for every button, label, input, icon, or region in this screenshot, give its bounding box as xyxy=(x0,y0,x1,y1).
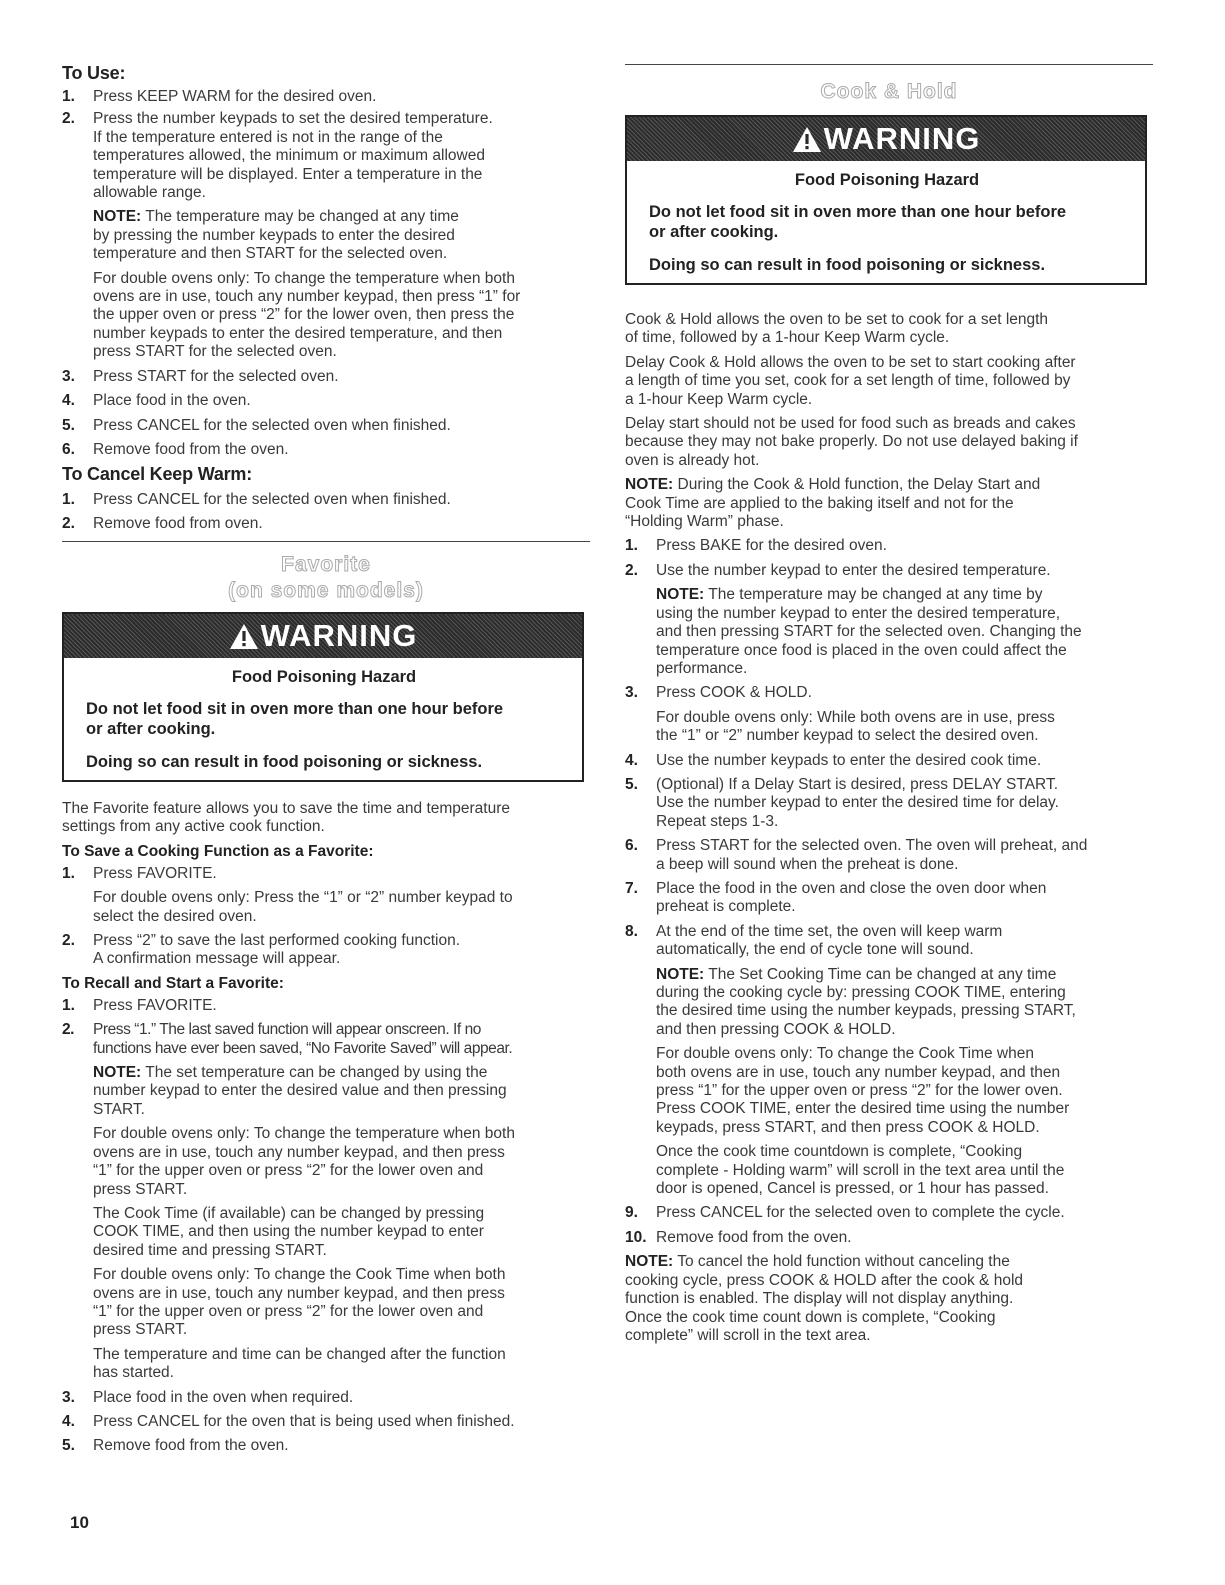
warning-line: Do not let food sit in oven more than one hour before xyxy=(86,700,504,718)
favorite-body: The Favorite feature allows you to save the time and temperature settings from any active cook function. To Save a Cooking Function as a Favorite: 1. Press FAVORITE. For double ovens only: Press the “1” or “2” number keypad to select the desired oven. 2. Press “2” to save the last performed cooking function. A confirmation message will appear. To Recall and Start a Favorite: 1. Press FAVORITE. 2. Press “1.” The last saved function will appear onscreen. If no functions have ever been saved, “No Favorite Saved” will appear. NOTE: The set temperature can be changed by using the number keypad to enter the desired value and then pressing START. For double ovens only: To change the temperature when both ovens are in use, touch any number keypad, and then press “1” for the upper oven or press “2” for the lower oven and press START. The Cook Time (if available) can be changed by pressing COOK TIME, and then using the number keypad to enter desired time and pressing START. For double ovens only: To change the Cook Time when both ovens are in use, touch any number keypad, and then press “1” for the upper oven or press “2” for the lower oven and press START. The temperature and time can be changed after the function has started. 3. Place food in the oven when required. 4. Press CANCEL for the oven that is being used when finished. 5. Remove food from the oven. xyxy=(62,800,590,1456)
cook-hold-intro: Cook & Hold allows the oven to be set to cook for a set length of time, followed by a 1-hour Keep Warm cycle. xyxy=(625,311,1049,347)
favorite-title: Favorite xyxy=(281,553,371,576)
cook-hold-title: Cook & Hold xyxy=(820,80,958,103)
recall-favorite-heading: To Recall and Start a Favorite: xyxy=(62,974,284,992)
to-use-step-1: Press KEEP WARM for the desired oven. xyxy=(93,88,377,105)
cook-hold-body: Cook & Hold allows the oven to be set to cook for a set length of time, followed by a 1-hour Keep Warm cycle. Delay Cook & Hold allows the oven to be set to start cooking after a length of time you set, cook for a set length of time, followed by a 1-hour Keep Warm cycle. Delay start should not be used for food such as breads and cakes because they may not bake properly. Do not use delayed baking if oven is already hot. NOTE: During the Cook & Hold function, the Delay Start and Cook Time are applied to the baking itself and not for the “Holding Warm” phase. 1. Press BAKE for the desired oven. 2. Use the number keypad to enter the desired temperature. NOTE: The temperature may be changed at any time by using the number keypad to enter the desired temperature, and then pressing START for the selected oven. Changing the temperature once food is placed in the oven could affect the performance. 3. Press COOK & HOLD. For double ovens only: While both ovens are in use, press the “1” or “2” number keypad to select the desired oven. 4. Use the number keypads to enter the desired cook time. 5. (Optional) If a Delay Start is desired, press DELAY START. Use the number keypad to enter the desired time for delay. Repeat steps 1-3. 6. Press START for the selected oven. The oven will preheat, and a beep will sound when the preheat is done. 7. Place the food in the oven and close the oven door when preheat is complete. 8. At the end of the time set, the oven will keep warm automatically, the end of cycle tone will sound. NOTE: The Set Cooking Time can be changed at any time during the cooking cycle by: pressing COOK TIME, entering the desired time using the number keypads, pressing START, and then pressing COOK & HOLD. For double ovens only: To change the Cook Time when both ovens are in use, touch any number keypad, and then press “1” for the upper oven or press “2” for the lower oven. Press COOK TIME, enter the desired time using the number keypads, press START, and then press COOK & HOLD. Once the cook time countdown is complete, “Cooking complete - Holding warm” will scroll in the text area until the door is opened, Cancel is pressed, or 1 hour has passed. 9. Press CANCEL for the selected oven to complete the cycle. 10. Remove food from the oven. NOTE: To cancel the hold function without canceling the cooking cycle, press COOK & HOLD after the cook & hold function is enabled. The display will not display anything. Once the cook time count down is complete, “Cooking complete” will scroll in the text area. xyxy=(625,311,1155,1345)
to-cancel-step-1: Press CANCEL for the selected oven when finished. xyxy=(93,491,451,508)
favorite-subtitle: (on some models) xyxy=(228,579,424,602)
warning-line: Doing so can result in food poisoning or sickness. xyxy=(86,753,483,771)
save-favorite-heading: To Save a Cooking Function as a Favorite: xyxy=(62,842,374,860)
warning-line: or after cooking. xyxy=(86,720,216,738)
favorite-intro: The Favorite feature allows you to save the time and temperature settings from any active cook function. xyxy=(62,800,511,836)
divider xyxy=(62,541,590,542)
warning-word: WARNING xyxy=(823,121,981,156)
warning-hazard: Food Poisoning Hazard xyxy=(231,668,417,686)
to-use-double-ovens: For double ovens only: To change the temperature when both ovens are in use, touch any number keypad, then press “1” for the upper oven or press “2” for the lower oven, then press the number keypads to enter the desired temperature, and then press START for the selected oven. xyxy=(93,269,521,361)
warning-banner xyxy=(627,117,1145,161)
favorite-title-block xyxy=(62,553,590,603)
warning-hazard: Food Poisoning Hazard xyxy=(794,171,980,189)
to-use-step-2: Press the number keypads to set the desired temperature. xyxy=(93,110,493,128)
page-number: 10 xyxy=(70,1513,89,1532)
cook-hold-warning-box xyxy=(625,115,1147,285)
warning-line: Do not let food sit in oven more than one hour before xyxy=(649,203,1067,221)
to-cancel-section: To Cancel Keep Warm: 1. Press CANCEL for the selected oven when finished. 2. Remove food from oven. xyxy=(62,464,590,534)
to-cancel-heading: To Cancel Keep Warm: xyxy=(62,464,253,484)
to-use-note: NOTE: The temperature may be changed at any time by pressing the number keypads to enter the desired temperature and then START for the selected oven. xyxy=(93,208,459,263)
warning-triangle-icon xyxy=(792,126,822,153)
favorite-warning-box xyxy=(62,612,584,782)
warning-triangle-icon xyxy=(229,623,259,650)
to-cancel-step-2: Remove food from oven. xyxy=(93,515,263,533)
to-use-step-5: Press CANCEL for the selected oven when finished. xyxy=(93,416,451,434)
warning-banner xyxy=(64,614,582,658)
divider xyxy=(625,64,1153,65)
to-use-step-3: Press START for the selected oven. xyxy=(93,367,339,385)
to-use-step-6: Remove food from the oven. xyxy=(93,440,289,458)
warning-line: or after cooking. xyxy=(649,223,779,241)
to-use-heading: To Use: xyxy=(62,63,126,83)
to-use-section: To Use: 1. Press KEEP WARM for the desired oven. 2. Press the number keypads to set the desired temperature. If the temperature entered is not in the range of the temperatures allowed, the minimum or maximum allowed temperature will be displayed. Enter a temperature in the allowable range. NOTE: The temperature may be changed at any time by pressing the number keypads to enter the desired temperature and then START for the selected oven. For double ovens only: To change the temperature when both ovens are in use, touch any number keypad, then press “1” for the upper oven or press “2” for the lower oven, then press the number keypads to enter the desired temperature, and then press START for the selected oven. 3. Press START for the selected oven. 4. Place food in the oven. 5. Press CANCEL for the selected oven when finished. 6. Remove food from the oven. xyxy=(62,63,590,459)
warning-word: WARNING xyxy=(260,618,418,653)
to-use-step-4: Place food in the oven. xyxy=(93,392,251,410)
warning-line: Doing so can result in food poisoning or sickness. xyxy=(649,256,1046,274)
